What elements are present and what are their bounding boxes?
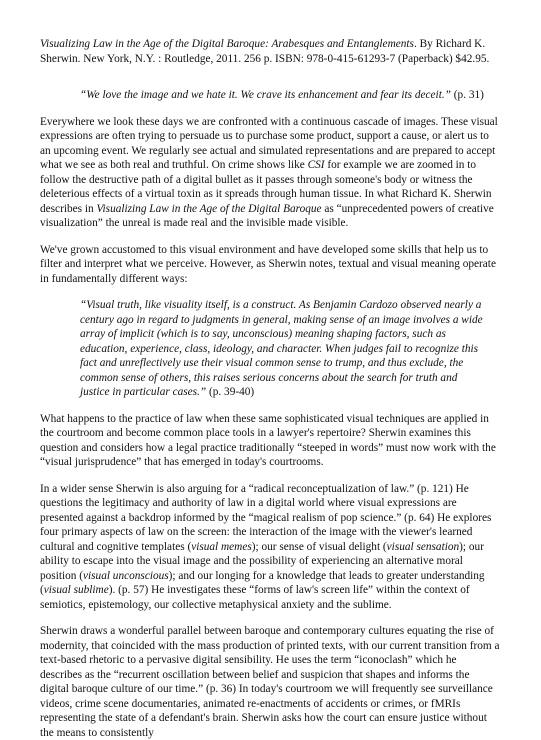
block-quote [80,298,487,400]
book-title: Visualizing Law in the Age of the Digital Baroque: Arabesques and Entanglements [40,38,414,50]
paragraph-5: Sherwin draws a wonderful parallel between baroque and contemporary cultures equating the rise of modernity, that coincided with the mass production of printed texts, with our current transition from a text-based rhetoric to a pervasive digital sensibility. He uses the term “iconoclash” which he describes as the “recurrent oscillation between belief and suspicion that shapes and informs the digital baroque culture of our time.” (p. 36) In today's courtroom we will frequently see surveillance videos, crime scene documentaries, animated re-enactments of accidents or crimes, or fMRIs representing the state of a defendant's brain. Sherwin asks how the court can ensure justice without the means to consistently [40,625,500,739]
book-citation [40,37,501,66]
paragraph-4-text-c: ); our sense of visual delight ( [251,540,387,553]
term-visual-sensation: visual sensation [386,540,460,553]
paragraph-4-text-i: ). (p. 57) He investigates these “forms of law's screen life” within the context of semiotics, epistemology, our collective metaphysical anxiety and the sublime. [40,584,470,611]
paragraph-1-text-e: as “unprecedented powers of creative visualization” the unreal is made real and the invisible made visible. [40,202,494,229]
paragraph-4-text-a: In a wider sense Sherwin is also arguing for a “radical reconceptualization of law.” (p. 121) He questions the legitimacy and authority of law in a digital world where visual expressions are presented against a backdrop informed by the “magical realism of pop science.” (p. 64) He explores four primary aspects of law on the screen: the interaction of the image with the viewer's learned cultural and cognitive templates ( [40,482,492,553]
paragraph-1-text-a: Everywhere we look these days we are confronted with a continuous cascade of images. These visual expressions are often trying to persuade us to purchase some product, support a cause, or alert us to an upcoming event. We regularly see actual and simulated representations and are prepared to accept what we see as both real and truthful. On crime shows like [40,115,498,171]
block-quote-text: “Visual truth, like visuality itself, is a construct. As Benjamin Cardozo observed nearly a century ago in regard to judgments in general, making sense of an image involves a wide array of implicit (which is to say, unconscious) meaning shaping factors, such as education, experience, class, ideology, and character. When judges fail to recognize this fact and unreflectively use their visual common sense to trump, and thus exclude, the common sense of others, this raises serious concerns about the search for truth and justice in particular cases.” [80,299,483,398]
paragraph-1 [40,115,501,231]
paragraph-1-text-c: for example we are zoomed in to follow the destructive path of a digital bullet as it passes through someone's body or witness the deleterious effects of a virtual toxin as it spreads through human tissue. In what Richard K. Sherwin describes in [40,159,492,215]
paragraph-4-text-e: ); our ability to escape into the visual image and the possibility of experiencing an alternative moral position ( [40,540,484,582]
block-quote-page: (p. 39-40) [206,386,255,398]
term-visual-sublime: visual sublime [43,584,109,596]
paragraph-2: We've grown accustomed to this visual environment and have developed some skills that help us to filter and interpret what we perceive. However, as Sherwin notes, textual and visual meaning operate in fundamentally different ways: [40,243,496,285]
term-visual-memes: visual memes [191,540,252,553]
epigraph [80,88,501,103]
epigraph-quote: “We love the image and we hate it. We crave its enhancement and fear its deceit.” [80,89,451,101]
paragraph-4-text-g: ); and our longing for a knowledge that leads to greater understanding ( [40,569,485,596]
paragraph-3: What happens to the practice of law when these same sophisticated visual techniques are applied in the courtroom and become common place tools in a lawyer's repertoire? Sherwin examines this question and considers how a legal practice traditionally “steeped in words” must now work with the “visual jurisprudence” that has emerged in today's courtrooms. [40,412,496,468]
paragraph-1-show-title: CSI [307,159,325,171]
epigraph-page: (p. 31) [450,89,484,101]
term-visual-unconscious: visual unconscious [83,569,169,582]
book-details: . By Richard K. Sherwin. New York, N.Y. : Routledge, 2011. 256 p. ISBN: 978-0-415-61293-7 (Paperback) $42.95. [40,38,490,65]
paragraph-4 [40,482,501,613]
paragraph-1-book-title: Visualizing Law in the Age of the Digital Baroque [96,202,322,215]
